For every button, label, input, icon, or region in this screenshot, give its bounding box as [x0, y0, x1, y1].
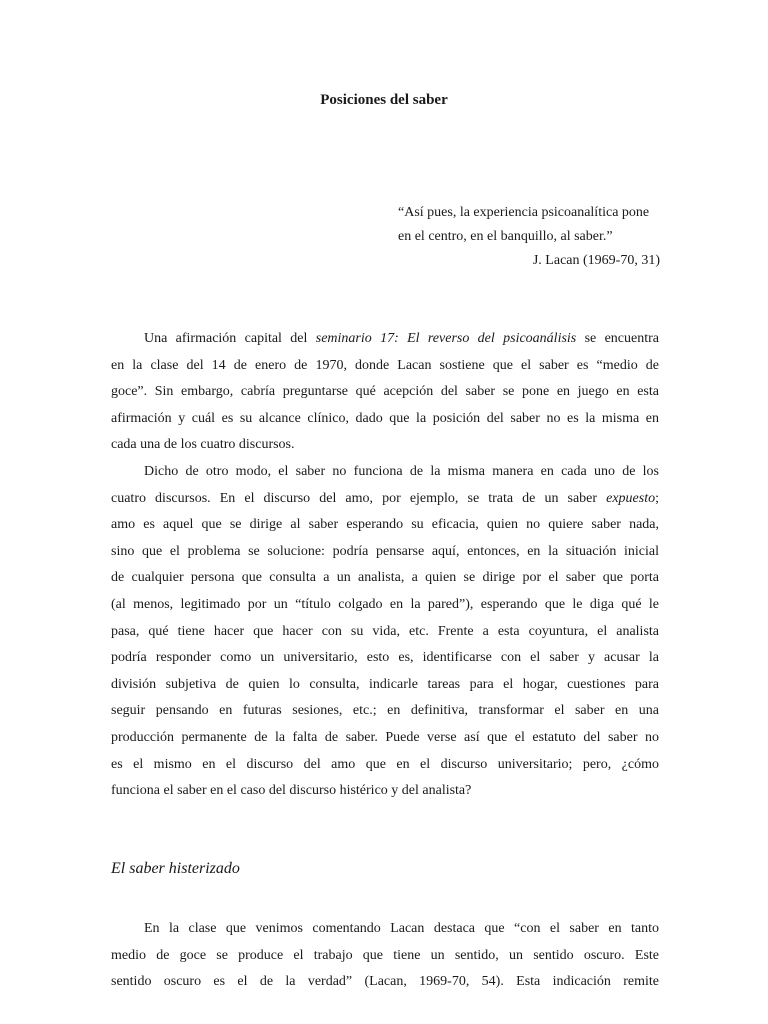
text-span: cuatro discursos. En el discurso del amo, por ejemplo, se trata de un saber: [111, 490, 607, 506]
text-span: ;: [655, 490, 659, 506]
paragraph-line: Dicho de otro modo, el saber no funciona de la misma manera en cada uno de los: [144, 464, 659, 479]
epigraph-line: en el centro, en el banquillo, al saber.”: [398, 229, 613, 244]
paragraph-line: pasa, qué tiene hacer que hacer con su vida, etc. Frente a esta coyuntura, el analista: [111, 623, 659, 639]
paragraph-line: sino que el problema se solucione: podría pensarse aquí, entonces, en la situación inicial: [111, 543, 659, 559]
paragraph-line: [111, 486, 659, 513]
paragraph-line: en la clase del 14 de enero de 1970, donde Lacan sostiene que el saber es “medio de: [111, 357, 659, 373]
paragraph-line: división subjetiva de quien lo consulta, indicarle tareas para el hogar, cuestiones para: [111, 676, 659, 692]
paragraph-line: sentido oscuro es el de la verdad” (Lacan, 1969-70, 54). Esta indicación remite: [111, 974, 659, 990]
emphasis-italic: expuesto: [606, 490, 656, 506]
paragraph-line: de cualquier persona que consulta a un analista, a quien se dirige por el saber que porta: [111, 570, 659, 586]
seminar-title-italic: seminario 17: El reverso del psicoanálisis: [315, 331, 577, 346]
paragraph-line: podría responder como un universitario, esto es, identificarse con el saber y acusar la: [111, 650, 659, 666]
paragraph-line: amo es aquel que se dirige al saber esperando su eficacia, quien no quiere saber nada,: [111, 517, 659, 533]
text-span: se encuentra: [576, 331, 660, 346]
paragraph-line: goce”. Sin embargo, cabría preguntarse qué acepción del saber se pone en juego en esta: [111, 384, 659, 400]
paragraph-line: En la clase que venimos comentando Lacan destaca que “con el saber en tanto: [144, 921, 659, 936]
paragraph-line: es el mismo en el discurso del amo que en el discurso universitario; pero, ¿cómo: [111, 756, 659, 772]
text-span: Una afirmación capital del: [144, 331, 316, 346]
paragraph: [111, 326, 659, 459]
paragraph-line: funciona el saber en el caso del discurso histérico y del analista?: [111, 783, 472, 799]
paragraph-line: medio de goce se produce el trabajo que tiene un sentido, un sentido oscuro. Este: [111, 947, 659, 963]
epigraph: [398, 201, 660, 273]
document-title: Posiciones del saber: [320, 92, 448, 108]
paragraph-line: [111, 326, 659, 353]
paragraph-line: cada una de los cuatro discursos.: [111, 437, 295, 453]
paragraph: [111, 459, 659, 805]
paragraph-line: producción permanente de la falta de saber. Puede verse así que el estatuto del saber no: [111, 729, 659, 745]
paragraph-line: afirmación y cuál es su alcance clínico, dado que la posición del saber no es la misma en: [111, 410, 659, 426]
epigraph-source: J. Lacan (1969-70, 31): [532, 253, 660, 268]
epigraph-line: “Así pues, la experiencia psicoanalítica pone: [398, 205, 650, 220]
paragraph: [111, 916, 659, 996]
paragraph-line: (al menos, legitimado por un “título colgado en la pared”), esperando que le diga qué le: [111, 596, 659, 612]
section-heading: El saber histerizado: [111, 860, 240, 877]
paragraph-line: seguir pensando en futuras sesiones, etc.; en definitiva, transformar el saber en una: [111, 703, 659, 719]
